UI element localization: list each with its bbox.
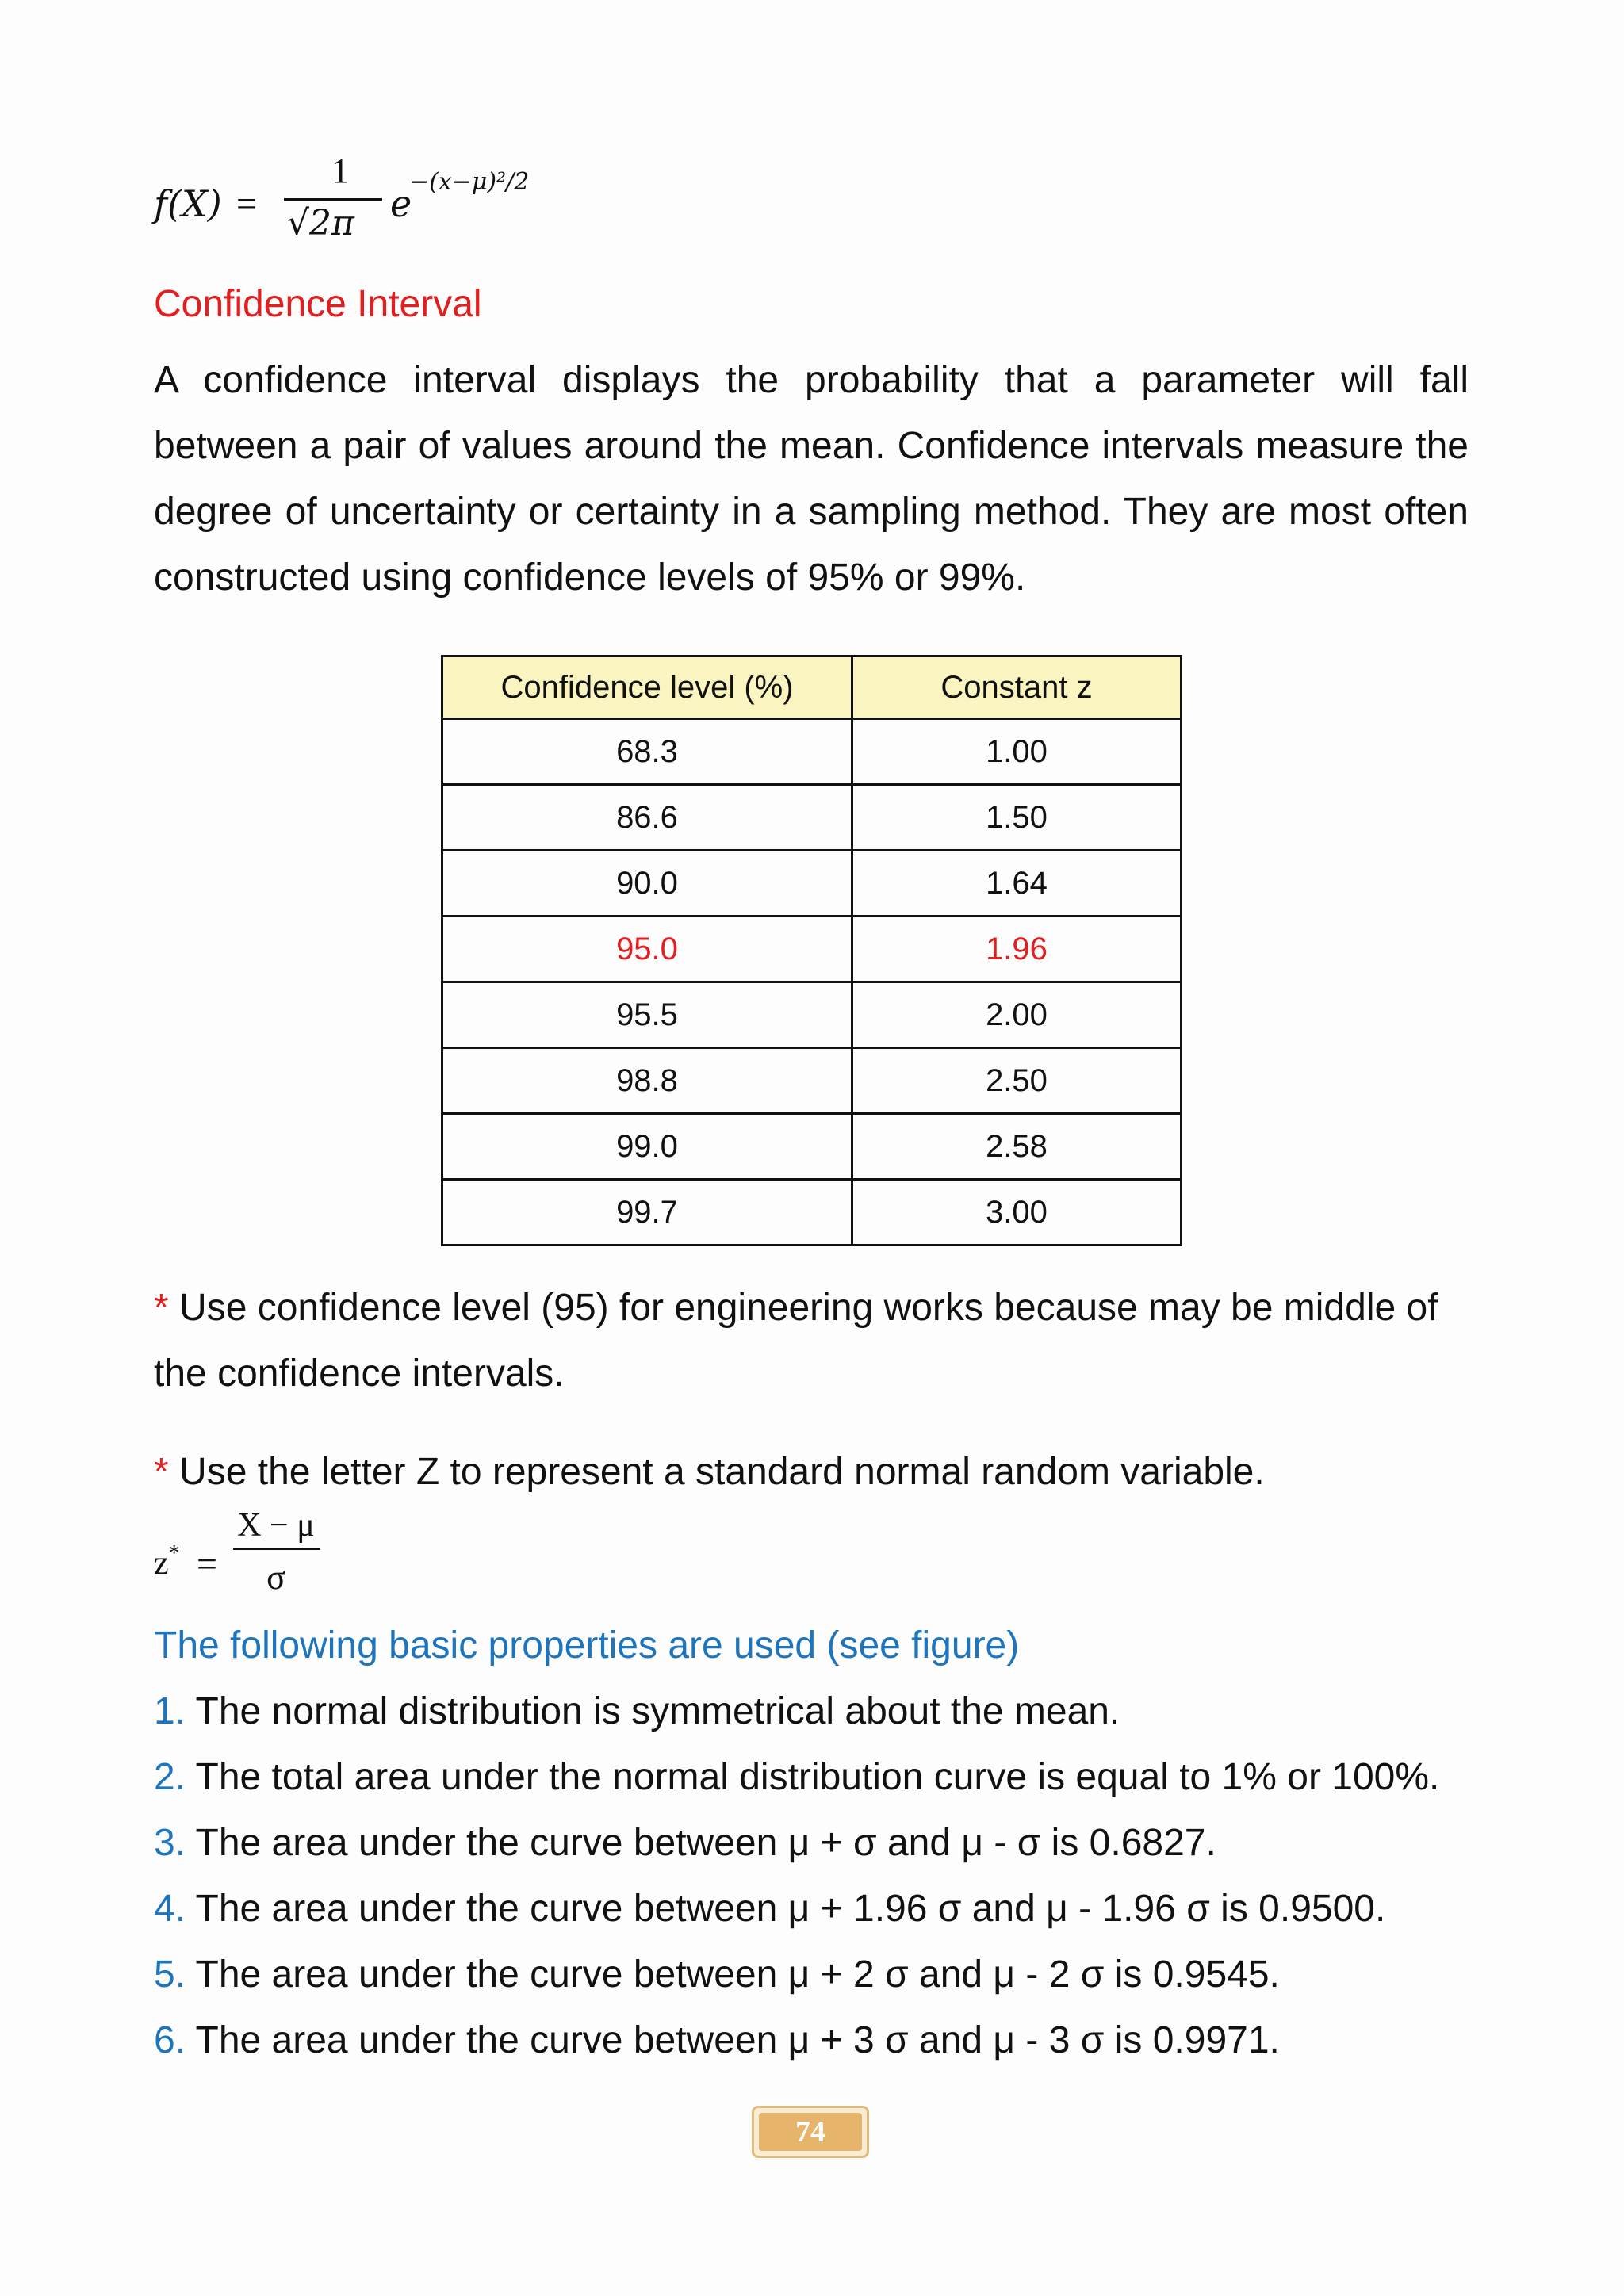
fraction-bar (233, 1548, 320, 1550)
list-item (154, 1755, 1439, 1799)
properties-heading: The following basic properties are used (see figure) (154, 1624, 1020, 1667)
note-line: the confidence intervals. (154, 1353, 565, 1395)
note-z-variable (154, 1439, 1469, 1505)
table-row-highlighted (442, 916, 1182, 982)
list-text: The area under the curve between μ + 1.96 σ and μ - 1.96 σ is 0.9500. (195, 1888, 1386, 1930)
list-text: The area under the curve between μ + 2 σ and μ - 2 σ is 0.9545. (195, 1954, 1280, 1996)
formula-base: e (390, 182, 412, 225)
formula-exponent: −(x−μ)²/2 (409, 168, 530, 196)
table-row (442, 851, 1182, 916)
z-cell: 1.64 (852, 851, 1182, 916)
table-row (442, 1114, 1182, 1180)
formula-equals: = (197, 1544, 217, 1584)
confidence-cell: 90.0 (442, 851, 852, 916)
z-cell: 2.58 (852, 1114, 1182, 1180)
table-row (442, 1180, 1182, 1246)
list-text: The area under the curve between μ + σ and μ - σ is 0.6827. (195, 1822, 1216, 1864)
table-row (442, 719, 1182, 785)
list-item (154, 1953, 1280, 1996)
table-row (442, 785, 1182, 851)
list-text: The normal distribution is symmetrical about the mean. (195, 1690, 1120, 1732)
intro-line: degree of uncertainty or certainty in a sampling method. They are most often (154, 491, 1469, 533)
table-row (442, 982, 1182, 1048)
confidence-cell: 86.6 (442, 785, 852, 851)
list-number: 1. (154, 1690, 186, 1732)
note-text: Use confidence level (95) for engineering works because may be middle of (179, 1287, 1438, 1329)
formula-equals: = (236, 183, 257, 224)
note-engineering (154, 1275, 1469, 1406)
z-cell: 3.00 (852, 1180, 1182, 1246)
list-number: 2. (154, 1756, 186, 1798)
fraction-bar (284, 198, 382, 201)
formula-lhs: z* (154, 1541, 180, 1582)
list-number: 4. (154, 1888, 186, 1930)
formula-lhs: f(X) (154, 182, 222, 225)
intro-paragraph (154, 347, 1469, 610)
confidence-cell: 99.0 (442, 1114, 852, 1180)
intro-line: A confidence interval displays the probability that a parameter will fall (154, 359, 1469, 401)
column-header-confidence: Confidence level (%) (442, 656, 852, 719)
intro-line: between a pair of values around the mean. Confidence intervals measure the (154, 425, 1469, 467)
z-cell: 1.50 (852, 785, 1182, 851)
formula-denominator: σ (266, 1558, 285, 1597)
z-cell: 2.00 (852, 982, 1182, 1048)
confidence-cell: 95.0 (442, 916, 852, 982)
confidence-cell: 98.8 (442, 1048, 852, 1114)
z-score-formula (154, 1506, 360, 1617)
list-item (154, 2019, 1280, 2062)
intro-line: constructed using confidence levels of 95% or 99%. (154, 557, 1026, 599)
list-item (154, 1821, 1216, 1865)
table-row (442, 1048, 1182, 1114)
confidence-cell: 95.5 (442, 982, 852, 1048)
formula-numerator: 1 (331, 151, 349, 190)
z-cell: 1.00 (852, 719, 1182, 785)
note-line (154, 1275, 1469, 1341)
list-number: 3. (154, 1822, 186, 1864)
section-title: Confidence Interval (154, 283, 482, 325)
note-star: * (154, 1451, 169, 1493)
confidence-cell: 99.7 (442, 1180, 852, 1246)
normal-pdf-formula (154, 151, 566, 262)
formula-superscript: * (168, 1541, 180, 1566)
formula-numerator: X − μ (237, 1507, 315, 1544)
note-text: Use the letter Z to represent a standard normal random variable. (179, 1451, 1265, 1493)
z-cell: 1.96 (852, 916, 1182, 982)
formula-denominator: √2π (287, 203, 354, 243)
list-text: The area under the curve between μ + 3 σ and μ - 3 σ is 0.9971. (195, 2019, 1280, 2061)
list-text: The total area under the normal distribution curve is equal to 1% or 100%. (195, 1756, 1440, 1798)
list-number: 6. (154, 2019, 186, 2061)
z-cell: 2.50 (852, 1048, 1182, 1114)
confidence-cell: 68.3 (442, 719, 852, 785)
table-header-row (442, 656, 1182, 719)
list-number: 5. (154, 1954, 186, 1996)
list-item (154, 1689, 1120, 1733)
list-item (154, 1887, 1385, 1931)
page-number-badge (752, 2106, 869, 2158)
column-header-z: Constant z (852, 656, 1182, 719)
note-star: * (154, 1287, 169, 1329)
page-number: 74 (759, 2113, 862, 2151)
confidence-table (441, 655, 1182, 1246)
